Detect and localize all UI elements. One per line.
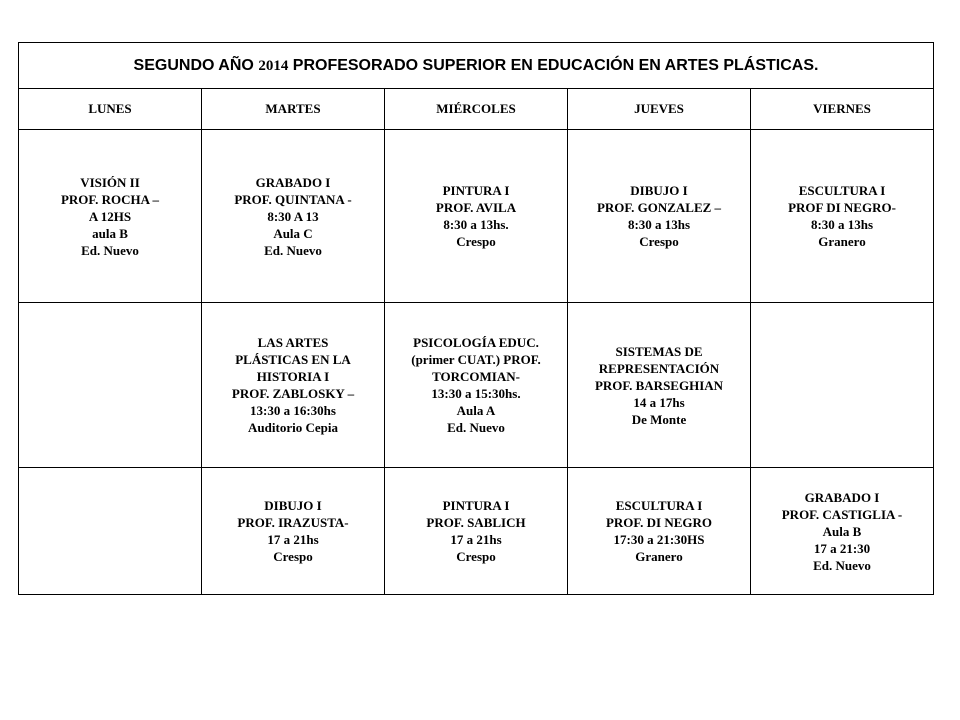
schedule-table [18, 42, 934, 595]
schedule-row [19, 468, 934, 595]
class-cell-line: 17 a 21:30 [813, 540, 871, 556]
class-cell-line: 17:30 a 21:30HS [613, 532, 705, 547]
class-cell-line: Aula A [456, 403, 496, 418]
class-cell-line: 8:30 A 13 [267, 208, 319, 224]
class-cell-line: DIBUJO I [264, 498, 322, 513]
class-cell-line: (primer CUAT.) PROF. [411, 352, 541, 367]
class-cell [202, 303, 385, 468]
class-cell [385, 468, 568, 595]
class-cell [568, 130, 751, 303]
day-header: JUEVES [568, 89, 751, 130]
class-cell-line: 14 a 17hs [633, 394, 685, 410]
class-cell-line: PROF. QUINTANA - [234, 191, 352, 207]
class-cell-line: Ed. Nuevo [813, 557, 871, 573]
class-cell-line: 17 a 21hs [267, 532, 319, 547]
class-cell-line: Crespo [456, 549, 496, 564]
class-cell-line: 13:30 a 16:30hs [250, 403, 336, 418]
class-cell-line: VISIÓN II [80, 174, 140, 190]
title-suffix: PROFESORADO SUPERIOR EN EDUCACIÓN EN ARTES PLÁSTICAS. [292, 56, 819, 74]
class-cell-line: PROF. BARSEGHIAN [594, 377, 724, 393]
class-cell-line: TORCOMIAN- [432, 369, 520, 384]
class-cell-line: PROF. IRAZUSTA- [237, 515, 349, 530]
class-cell-line: De Monte [631, 411, 687, 427]
class-cell-line: HISTORIA I [256, 369, 330, 384]
title-row [19, 43, 934, 89]
class-cell [19, 130, 202, 303]
class-cell [385, 303, 568, 468]
class-cell-line: Crespo [639, 234, 679, 249]
class-cell-line: 8:30 a 13hs. [443, 217, 509, 232]
class-cell-line: PROF. ZABLOSKY – [231, 386, 355, 401]
class-cell-line: Granero [635, 549, 683, 564]
class-cell-line: DIBUJO I [630, 183, 688, 198]
class-cell-line: 8:30 a 13hs [627, 217, 691, 232]
class-cell [19, 468, 202, 595]
class-cell-line: PROF DI NEGRO- [788, 200, 896, 215]
class-cell-line: 17 a 21hs [450, 532, 502, 547]
title-prefix: SEGUNDO AÑO [133, 56, 254, 74]
class-cell [19, 303, 202, 468]
class-cell-line: SISTEMAS DE [615, 343, 703, 359]
class-cell-line: Crespo [456, 234, 496, 249]
class-cell-line: Aula B [822, 523, 862, 539]
class-cell-line: PROF. CASTIGLIA - [781, 506, 903, 522]
class-cell-line: ESCULTURA I [798, 183, 886, 198]
class-cell-line: PINTURA I [442, 498, 510, 513]
class-cell-line: Aula C [273, 225, 313, 241]
class-cell-line: Ed. Nuevo [264, 242, 322, 258]
class-cell-line: 13:30 a 15:30hs. [431, 386, 521, 401]
class-cell-line: PINTURA I [442, 183, 510, 198]
class-cell-line: REPRESENTACIÓN [598, 360, 720, 376]
class-cell-line: Granero [818, 234, 866, 249]
title-year: 2014 [258, 57, 289, 74]
class-cell [385, 130, 568, 303]
class-cell-line: LAS ARTES [257, 335, 329, 350]
class-cell [202, 468, 385, 595]
class-cell [202, 130, 385, 303]
schedule-row [19, 303, 934, 468]
day-header: LUNES [19, 89, 202, 130]
day-header: MIÉRCOLES [385, 89, 568, 130]
class-cell-line: Ed. Nuevo [81, 242, 139, 258]
class-cell-line: GRABADO I [804, 489, 880, 505]
class-cell [568, 303, 751, 468]
class-cell [751, 130, 934, 303]
class-cell-line: Ed. Nuevo [447, 420, 505, 435]
class-cell-line: Auditorio Cepia [248, 420, 338, 435]
class-cell [751, 468, 934, 595]
class-cell [568, 468, 751, 595]
class-cell-line: PSICOLOGÍA EDUC. [413, 335, 539, 350]
class-cell-line: PROF. DI NEGRO [605, 515, 713, 530]
class-cell-line: PROF. SABLICH [426, 515, 526, 530]
class-cell-line: ESCULTURA I [615, 498, 703, 513]
day-header: VIERNES [751, 89, 934, 130]
day-header-row [19, 89, 934, 130]
class-cell-line: Crespo [273, 549, 313, 564]
class-cell-line: PROF. ROCHA – [60, 191, 160, 207]
schedule-row [19, 130, 934, 303]
schedule-title [19, 43, 934, 89]
day-header: MARTES [202, 89, 385, 130]
class-cell-line: PROF. AVILA [435, 200, 517, 215]
class-cell-line: PROF. GONZALEZ – [596, 200, 722, 215]
class-cell-line: PLÁSTICAS EN LA [235, 352, 351, 367]
class-cell-line: 8:30 a 13hs [810, 217, 874, 232]
class-cell-line: aula B [92, 225, 128, 241]
class-cell-line: GRABADO I [255, 174, 331, 190]
class-cell-line: A 12HS [88, 208, 132, 224]
class-cell [751, 303, 934, 468]
